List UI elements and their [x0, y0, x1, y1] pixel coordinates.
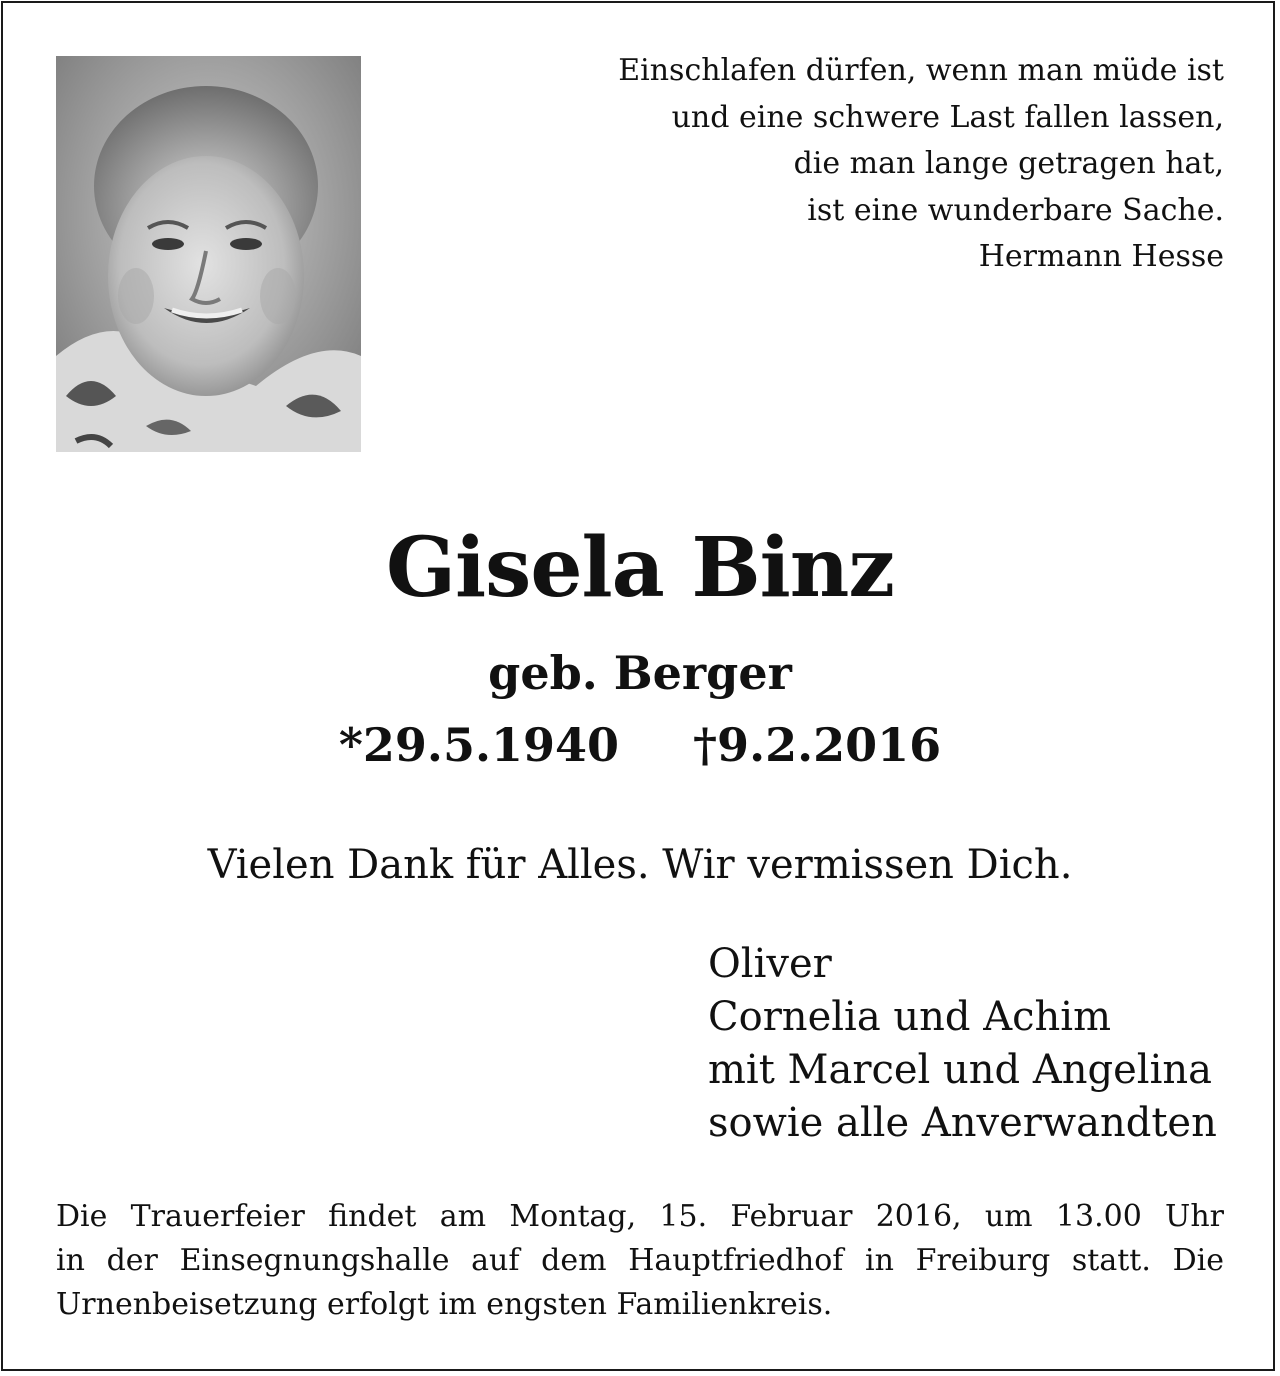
family-line: Cornelia und Achim [708, 994, 1112, 1040]
life-dates [0, 718, 1280, 772]
family-signatures [708, 938, 1217, 1150]
deceased-name: Gisela Binz [386, 520, 894, 616]
birth-date: *29.5.1940 [338, 718, 619, 772]
family-line: sowie alle Anverwandten [708, 1100, 1217, 1146]
quote-line: die man lange getragen hat, [793, 146, 1224, 181]
quote-line: Einschlafen dürfen, wenn man müde ist [618, 53, 1224, 88]
maiden-name: geb. Berger [488, 646, 792, 700]
service-line: Urnenbeisetzung erfolgt im engsten Familienkreis. [56, 1287, 833, 1322]
quote-line: und eine schwere Last fallen lassen, [671, 99, 1224, 135]
service-line: in der Einsegnungshalle auf dem Hauptfriedhof in Freiburg statt. Die [56, 1243, 1224, 1278]
thanks-message: Vielen Dank für Alles. Wir vermissen Dich. [207, 842, 1073, 888]
death-date: †9.2.2016 [693, 718, 942, 772]
quote-line: ist eine wunderbare Sache. [807, 192, 1224, 228]
portrait-image [56, 56, 361, 452]
quote-author: Hermann Hesse [978, 239, 1224, 274]
portrait-photo [56, 56, 361, 452]
family-line: Oliver [708, 941, 832, 987]
service-line: Die Trauerfeier findet am Montag, 15. Februar 2016, um 13.00 Uhr [56, 1199, 1224, 1234]
service-details [56, 1195, 1224, 1327]
family-line: mit Marcel und Angelina [708, 1047, 1212, 1093]
quote-block [464, 48, 1224, 281]
